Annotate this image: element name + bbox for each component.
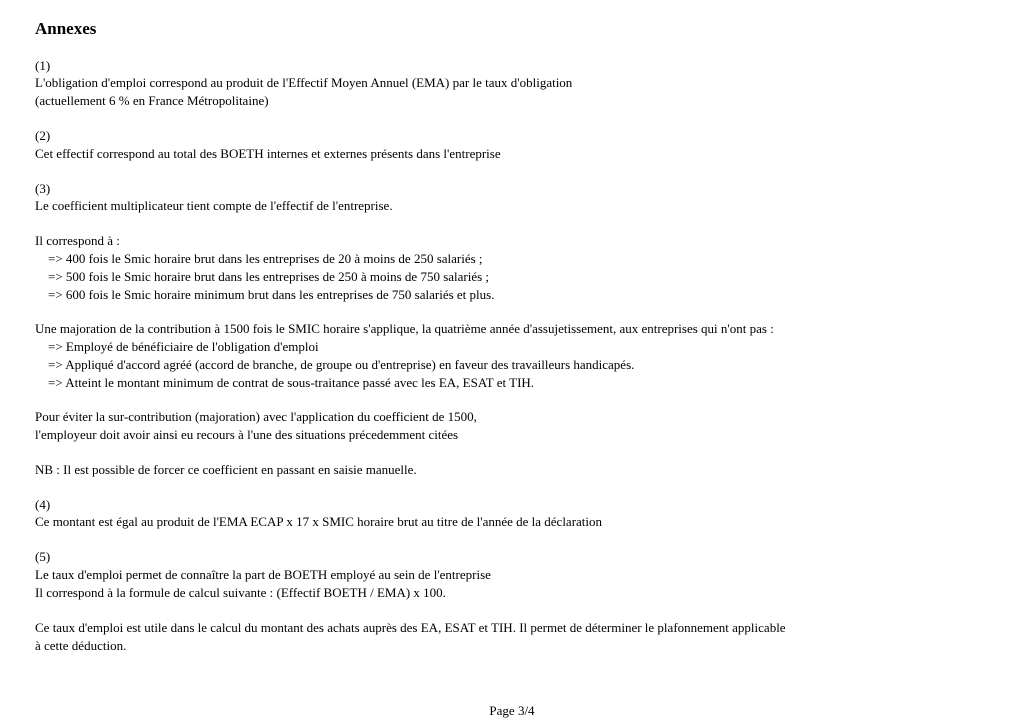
page-number: Page 3/4	[489, 703, 535, 718]
document-title: Annexes	[35, 19, 97, 38]
note-1-line-2: (actuellement 6 % en France Métropolitaine)	[35, 93, 269, 108]
note-3-intro: Il correspond à :	[35, 233, 120, 248]
note-4-line-1: Ce montant est égal au produit de l'EMA ECAP x 17 x SMIC horaire brut au titre de l'année de la déclaration	[35, 514, 603, 529]
note-3-majoration: Une majoration de la contribution à 1500 fois le SMIC horaire s'applique, la quatrième année d'assujetissement, aux entreprises qui n'ont pas :	[35, 321, 774, 336]
note-3-bullet: => 600 fois le Smic horaire minimum brut dans les entreprises de 750 salariés et plus.	[48, 287, 495, 302]
note-3-nb: NB : Il est possible de forcer ce coefficient en passant en saisie manuelle.	[35, 462, 417, 477]
note-3-avoid-line-2: l'employeur doit avoir ainsi eu recours à l'une des situations précedemment citées	[35, 427, 459, 442]
note-5-number: (5)	[35, 549, 51, 564]
note-3-bullet: => 400 fois le Smic horaire brut dans les entreprises de 20 à moins de 250 salariés ;	[48, 251, 483, 266]
note-3-majoration-bullet: => Appliqué d'accord agréé (accord de branche, de groupe ou d'entreprise) en faveur des travailleurs handicapés.	[48, 357, 635, 372]
note-3-majoration-bullet: => Atteint le montant minimum de contrat de sous-traitance passé avec les EA, ESAT et TIH.	[48, 375, 535, 390]
note-3-avoid-line-1: Pour éviter la sur-contribution (majoration) avec l'application du coefficient de 1500,	[35, 409, 477, 424]
note-1-line-1: L'obligation d'emploi correspond au produit de l'Effectif Moyen Annuel (EMA) par le taux d'obligation	[35, 75, 573, 90]
note-3-number: (3)	[35, 181, 51, 196]
note-3-majoration-bullet: => Employé de bénéficiaire de l'obligation d'emploi	[48, 339, 319, 354]
note-3-line-1: Le coefficient multiplicateur tient compte de l'effectif de l'entreprise.	[35, 198, 393, 213]
document-page	[35, 0, 995, 724]
note-2-number: (2)	[35, 128, 51, 143]
note-1-number: (1)	[35, 58, 51, 73]
note-5-line-2: Il correspond à la formule de calcul suivante : (Effectif BOETH / EMA) x 100.	[35, 585, 446, 600]
note-2-line-1: Cet effectif correspond au total des BOETH internes et externes présents dans l'entreprise	[35, 146, 501, 161]
note-5-line-1: Le taux d'emploi permet de connaître la part de BOETH employé au sein de l'entreprise	[35, 567, 491, 582]
note-5-extra-line-1: Ce taux d'emploi est utile dans le calcul du montant des achats auprès des EA, ESAT et TIH. Il permet de déterminer le plafonnement applicable	[35, 620, 786, 635]
note-4-number: (4)	[35, 497, 51, 512]
note-5-extra-line-2: à cette déduction.	[35, 638, 127, 653]
note-3-bullet: => 500 fois le Smic horaire brut dans les entreprises de 250 à moins de 750 salariés ;	[48, 269, 490, 284]
